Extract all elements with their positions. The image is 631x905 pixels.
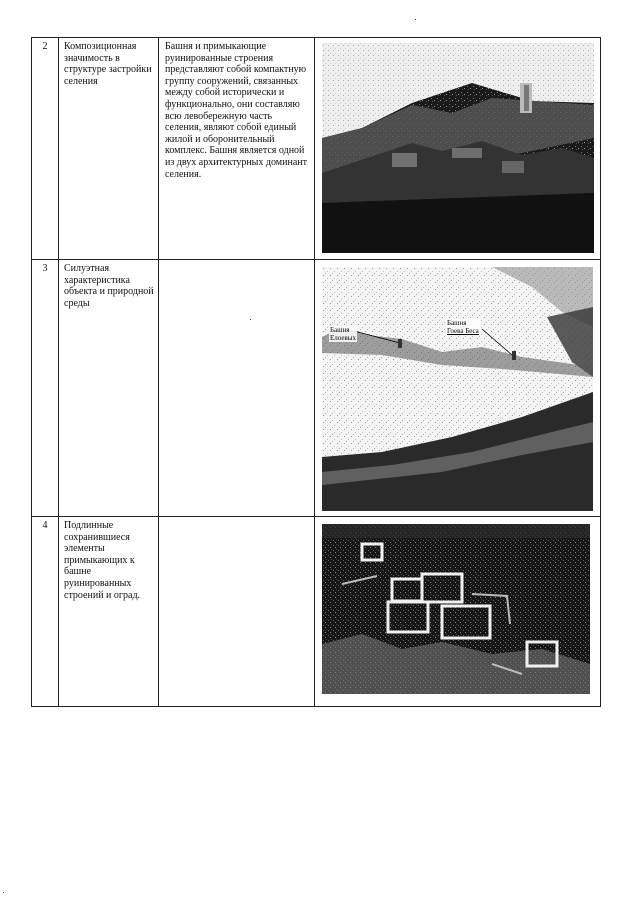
table-row xyxy=(32,38,601,260)
row-number: 2 xyxy=(32,38,59,260)
table-row xyxy=(32,260,601,517)
scan-speck xyxy=(3,892,4,893)
tower-label-goeva-besa: Башня Гоева Беса xyxy=(447,319,479,335)
photo-cell xyxy=(315,260,601,517)
photo-cell xyxy=(315,38,601,260)
monument-criteria-table xyxy=(31,37,601,707)
criterion-cell: Композиционная значимость в структуре застройки селения xyxy=(59,38,159,260)
criterion-cell: Подлинные сохранившиеся элементы примыкающих к башне руинированных строений и оград. xyxy=(59,517,159,707)
scan-speck xyxy=(250,319,251,320)
description-cell xyxy=(159,260,315,517)
tower-complex-photo xyxy=(322,43,594,253)
description-cell xyxy=(159,517,315,707)
table-row xyxy=(32,517,601,707)
silhouette-photo xyxy=(322,267,593,511)
description-cell: Башня и примыкающие руинированные строения представляют собой компактную группу сооружений, связанных между собой исторически и функционально, они составляю всю левобережную часть селения, являют собой единый жилой и оборонительный комплекс. Башня является одной из двух архитектурных доминант селения. xyxy=(159,38,315,260)
row-number: 4 xyxy=(32,517,59,707)
ruins-aerial-photo xyxy=(322,524,590,694)
tower-label-eloevykh: Башня Елоевых xyxy=(330,326,356,342)
photo-cell xyxy=(315,517,601,707)
criterion-cell: Силуэтная характеристика объекта и природной среды xyxy=(59,260,159,517)
scan-speck xyxy=(415,19,416,20)
row-number: 3 xyxy=(32,260,59,517)
